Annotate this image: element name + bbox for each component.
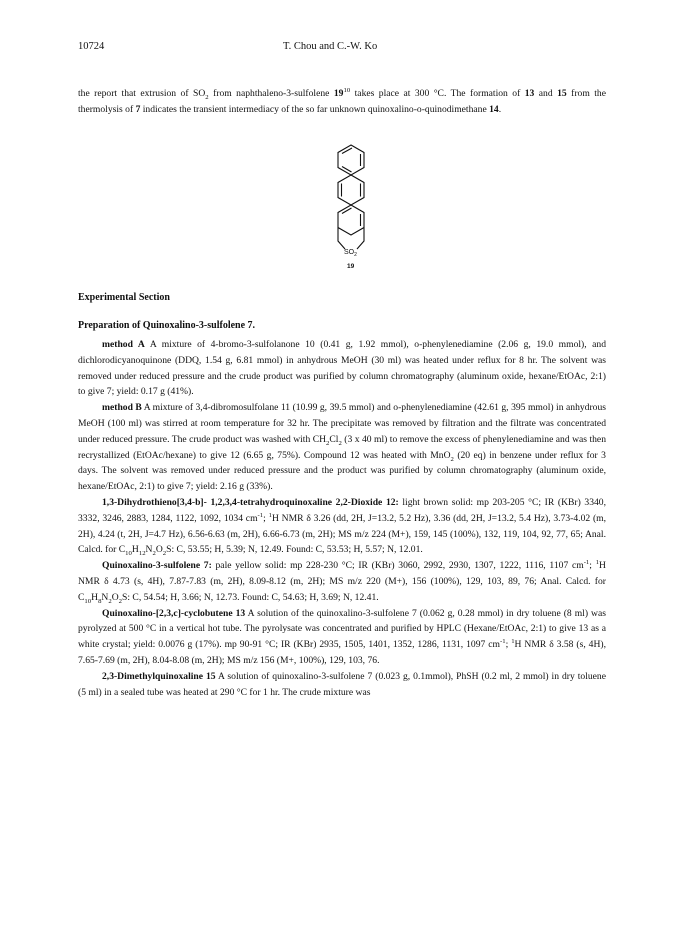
experimental-body xyxy=(78,337,606,700)
intro-paragraph: the report that extrusion of $SO_2$ from naphthaleno-3-sulfolene $19^{10}$ takes place at 300 °C. The formation of 13 and 15 from the thermolysis of 7 indicates the transient intermediacy of the so far unknown quinoxalino-o-quinodimethane 14. xyxy=(78,86,606,115)
so2-label: $SO_2$ xyxy=(344,249,357,258)
running-head: T. Chou and C.-W. Ko xyxy=(283,41,378,52)
method-b-paragraph: method B A mixture of 3,4-dibromosulfolane 11 (10.99 g, 39.5 mmol) and o-phenylenediamine (42.61 g, 395 mmol) in anhydrous MeOH (100 ml) was stirred at room temperature for 32 hr. The precipitate was removed by filtration and the filtrate was concentrated under reduced pressure. The crude product was washed with $CH_2Cl_2$ (3 x 40 ml) to remove the excess of phenylenediamine and was then recrystallized (EtOAc/hexane) to give 12 (6.65 g, 75%). Compound 12 was heated with MnO$_2$ (20 eq) in benzene under reflux for 3 days. The solvent was removed under reduced pressure and the product was purified by column chromatography (aluminum oxide, hexane/EtOAc, 2:1) to give 7; yield: 2.16 g (33%). xyxy=(78,402,606,493)
method-a-paragraph: method A A mixture of 4-bromo-3-sulfolanone 10 (0.41 g, 1.92 mmol), o-phenylenediamine (2.06 g, 19.0 mmol), and dichlorodicyanoquinone (DDQ, 1.54 g, 6.81 mmol) in anhydrous MeOH (30 ml) was heated under reflux for 8 hr. The solvent was removed under reduced pressure and the crude product was purified by column chromatography (aluminum oxide, hexane/EtOAc, 2:1) to give 7; yield: 0.17 g (41%). xyxy=(78,339,606,398)
page-number: 10724 xyxy=(78,41,105,52)
structure-19-figure xyxy=(312,137,392,272)
section-title: Experimental Section xyxy=(78,292,170,303)
preparation-title: Preparation of Quinoxalino-3-sulfolene 7. xyxy=(78,320,256,331)
compound-15-paragraph: 2,3-Dimethylquinoxaline 15 A solution of quinoxalino-3-sulfolene 7 (0.023 g, 0.1mmol), PhSH (0.2 ml, 2 mmol) in dry toluene (5 ml) in a sealed tube was heated at 290 °C for 1 hr. The crude mixture was xyxy=(78,670,606,698)
compound-label-19: 19 xyxy=(347,263,355,270)
compound-13-paragraph: Quinoxalino-[2,3,c]-cyclobutene 13 A solution of the quinoxalino-3-sulfolene 7 (0.062 g, 0.28 mmol) in dry toluene (8 ml) was pyrolyzed at 500 °C in a vertical hot tube. The pyrolysate was concentrated and purified by HPLC (Hexane/EtOAc, 2:1) to give 13 as a white crystal; yield: 0.0076 g (17%). mp 90-91 °C; IR (KBr) 2935, 1505, 1401, 1352, 1286, 1131, 1097 $cm^{-1}$; $^1$H NMR δ 3.58 (s, 4H), 7.65-7.69 (m, 2H), 8.04-8.08 (m, 2H); MS m/z 156 (M+, 100%), 129, 103, 76. xyxy=(78,607,606,666)
compound-7-paragraph: Quinoxalino-3-sulfolene 7: pale yellow solid: mp 228-230 °C; IR (KBr) 3060, 2992, 2930, 1307, 1222, 1116, 1107 $cm^{-1}$; $^1$H NMR δ 4.73 (s, 4H), 7.87-7.83 (m, 2H), 8.09-8.12 (m, 2H); MS m/z 220 (M+), 156 (100%), 129, 103, 89, 76; Anal. Calcd. for $C_{10}H_8N_2O_2S$: C, 54.54; H, 3.66; N, 12.73. Found: C, 54.63; H, 3.69; N, 12.41. xyxy=(78,558,606,605)
compound-12-paragraph: 1,3-Dihydrothieno[3,4-b]- 1,2,3,4-tetrahydroquinoxaline 2,2-Dioxide 12: light brown solid: mp 203-205 °C; IR (KBr) 3340, 3332, 3246, 2883, 1284, 1122, 1092, 1034 $cm^{-1}$; $^1$H NMR δ 3.26 (dd, 2H, J=13.2, 5.2 Hz), 3.36 (dd, 2H, J=13.2, 5.4 Hz), 3.73-4.02 (m, 2H), 4.24 (t, 2H, J=4.7 Hz), 6.56-6.63 (m, 2H), 6.66-6.73 (m, 2H); MS m/z 224 (M+), 159, 145 (100%), 132, 119, 104, 92, 77, 65; Anal. Calcd. for $C_{10}H_{12}N_2O_2S$: C, 53.55; H, 5.39; N, 12.49. Found: C, 53.53; H, 5.57; N, 12.01. xyxy=(78,496,606,558)
